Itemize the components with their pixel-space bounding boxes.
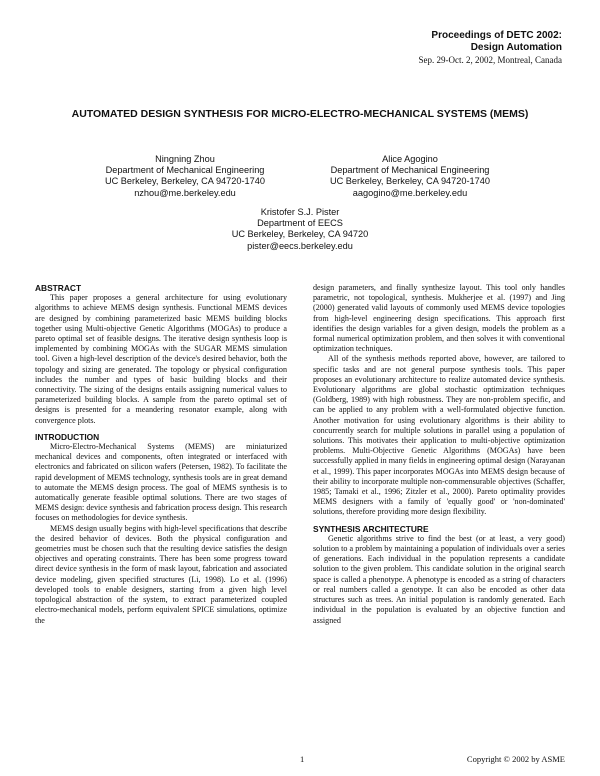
author-department: Department of Mechanical Engineering: [330, 165, 490, 176]
author-email: aagogino@me.berkeley.edu: [352, 187, 468, 198]
header-line-3: Sep. 29-Oct. 2, 2002, Montreal, Canada: [418, 55, 562, 65]
author-name: Kristofer S.J. Pister: [260, 207, 340, 217]
abstract-heading: ABSTRACT: [35, 283, 82, 293]
author-block-2: [310, 154, 510, 199]
proceedings-header: [419, 30, 562, 66]
author-name: Alice Agogino: [382, 154, 438, 164]
introduction-paragraph-1: Micro-Electro-Mechanical Systems (MEMS) are miniaturized mechanical devices and components, often integrated or interfaced with electronics and fabricated on silicon wafers (Petersen, 1982). To facilitate the rapid development of MEMS technology, synthesis tools are in great demand to automate the MEMS design process. The goal of MEMS synthesis is to automatically generate feasible optimal solutions. There are two stages of MEMS design: device synthesis and fabrication process design. This research focuses on methodologies for device synthesis.: [35, 442, 287, 523]
author-block-1: [85, 154, 285, 199]
author-email: nzhou@me.berkeley.edu: [134, 187, 236, 198]
author-department: Department of Mechanical Engineering: [105, 165, 265, 176]
copyright-notice: Copyright © 2002 by ASME: [466, 754, 565, 764]
page-number: 1: [300, 754, 305, 764]
abstract-text: This paper proposes a general architecture for using evolutionary algorithms to achieve MEMS design synthesis. Functional MEMS devices are designed by combining parameterized basic MEMS building blocks together using Multi-objective Genetic Algorithms (MOGAs) to produce a pareto optimal set of feasible designs. The iterative design synthesis loop is implemented by combining MOGAs with the SUGAR MEMS simulation tool. Given a high-level description of the device's desired behavior, both the topology and sizing are generated. The topology or physical configuration includes the number and types of basic building blocks and their connectivity. The sizing of the designs entails assigning numerical values to parameterized building blocks. A sample from the pareto optimal set of designs is presented for a meandering resonator example, along with convergence plots.: [35, 293, 287, 425]
author-address: UC Berkeley, Berkeley, CA 94720: [231, 229, 369, 240]
introduction-paragraph-2: MEMS design usually begins with high-level specifications that describe the desired behavior of devices. Both the physical configuration and geometries must be chosen such that the resulting device satisfies the design objectives and operating constraints. There has been some progress toward direct device synthesis in the form of mask layout, fabrication and associated device modeling, given specified structures (Li, 1998). Lo et al. (1996) developed tools to enable designers, starting from a given high level topological abstraction of the system, to extract parameterized coupled electro-mechanical models, perform equivalent SPICE simulations, optimize the: [35, 523, 287, 625]
right-column: [313, 283, 565, 626]
author-department: Department of EECS: [257, 218, 343, 229]
left-column: [35, 283, 287, 626]
author-address: UC Berkeley, Berkeley, CA 94720-1740: [329, 176, 490, 187]
introduction-paragraph-3: design parameters, and finally synthesize layout. This tool only handles parametric, not topological, synthesis. Mukherjee et al. (1997) and Jing (2000) generated valid layouts of commonly used MEMS device topologies from high-level engineering design specifications. This approach first identifies the design variables for a given design, models the problem as a formal numerical optimization problem, and then solves it with conventional optimization techniques.: [313, 283, 565, 354]
introduction-heading: INTRODUCTION: [35, 431, 100, 442]
author-email: pister@eecs.berkeley.edu: [247, 240, 353, 251]
synthesis-heading: SYNTHESIS ARCHITECTURE: [313, 523, 429, 534]
author-address: UC Berkeley, Berkeley, CA 94720-1740: [104, 176, 265, 187]
paper-title: AUTOMATED DESIGN SYNTHESIS FOR MICRO-ELECTRO-MECHANICAL SYSTEMS (MEMS): [71, 108, 529, 120]
introduction-paragraph-4: All of the synthesis methods reported above, however, are tailored to specific tasks and are not general purpose synthesis tools. This paper proposes an evolutionary architecture to realize automated device synthesis. Evolutionary algorithms are global stochastic optimization techniques (Goldberg, 1989) with high robustness. They are non-problem specific, and can be applied to any problem with a well-formulated objective function. Another motivation for using evolutionary algorithms is their ability to concurrently search for multiple solutions in parallel using a population of solutions. This motivates their application to multi-objective optimization problems. Multi-Objective Genetic Algorithms (MOGAs) have been successfully applied in many fields in engineering optimal design (Narayanan et al., 1999). This paper incorporates MOGAs into MEMS design because of their ability to incorporate multiple non-commensurable objectives (Schaffer, 1985; Tamaki et al., 1996; Zitzler et al., 2000). Pareto optimality provides MEMS designers with a family of 'equally good' or 'non-dominated' solutions, therefore providing more design flexibility.: [313, 354, 565, 517]
header-line-1: Proceedings of DETC 2002:: [431, 30, 562, 41]
author-name: Ningning Zhou: [155, 154, 215, 164]
synthesis-paragraph-1: Genetic algorithms strive to find the best (or at least, a very good) solution to a problem by maintaining a population of individuals over a series of generations. Each individual in the population represents a candidate solution to the given problem. This candidate solution in the original search space is called a phenotype. A phenotype is encoded as a string of characters or real numbers called a genotype. It can also be encoded as other data structures such as trees. An initial population is randomly generated. Each individual in the population is evaluated by an objective function and assigned: [313, 533, 565, 625]
author-block-3: [200, 207, 400, 252]
header-line-2: Design Automation: [470, 42, 562, 53]
